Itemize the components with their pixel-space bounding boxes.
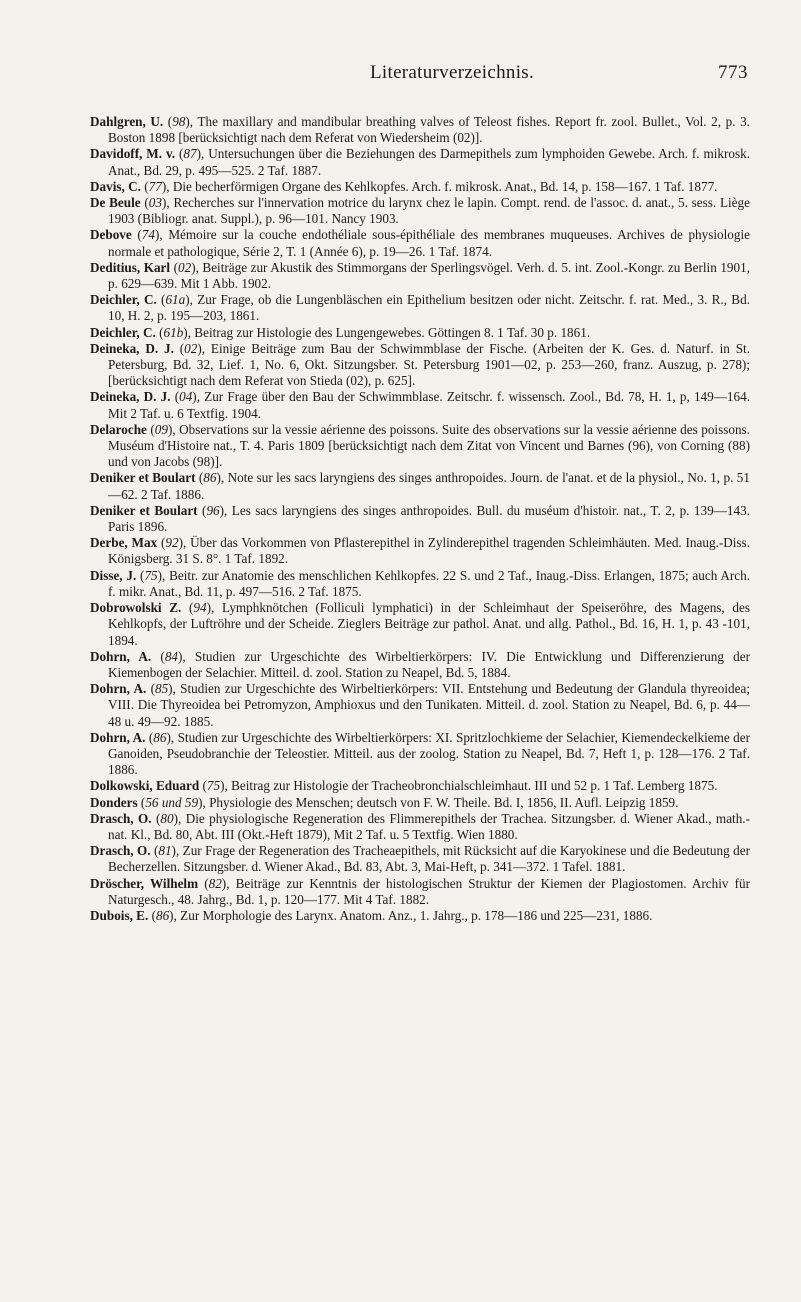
bibliography-entry: Deniker et Boulart (86), Note sur les sacs laryngiens des singes anthropoides. Journ. de l'anat. et de la physiol., No. 1, p. 51—62. 2 Taf. 1886.: [90, 470, 750, 502]
bibliography-entry: Donders (56 und 59), Physiologie des Menschen; deutsch von F. W. Theile. Bd. I, 1856, II. Aufl. Leipzig 1859.: [90, 794, 679, 810]
entry-author: Davidoff, M. v.: [90, 146, 176, 162]
entry-year: 75: [206, 778, 221, 794]
bibliography-entry: Delaroche (09), Observations sur la vessie aérienne des poissons. Suite des observations sur la vessie aérienne des poissons. Muséum d'Histoire nat., T. 4. Paris 1809 [berücksichtigt nach dem Zitat von Vincent und Barnes (96), von Corning (88) und von Jacobs (98)].: [90, 421, 750, 470]
entry-author: Debove: [90, 227, 132, 243]
entry-author: Disse, J.: [90, 567, 137, 583]
bibliography-entry: Deniker et Boulart (96), Les sacs laryngiens des singes anthropoides. Bull. du muséum d'histoir. nat., T. 2, p. 139—143. Paris 1896.: [90, 502, 750, 535]
entry-author: Delaroche: [90, 421, 147, 437]
entry-text: , Beitr. zur Anatomie des menschlichen Kehlkopfes. 22 S. und 2 Taf., Inaug.-Diss. Erlangen, 1875; auch Arch. f. mikr. Anat., Bd. 11, p. 497—516. 2 Taf. 1875.: [108, 567, 750, 599]
entry-year: 84: [164, 648, 178, 664]
bibliography-entry: Dubois, E. (86), Zur Morphologie des Larynx. Anatom. Anz., 1. Jahrg., p. 178—186 und 225—231, 1886.: [90, 907, 653, 923]
entry-text: , Les sacs laryngiens des singes anthropoides. Bull. du muséum d'histoir. nat., T. 2, p. 139—143. Paris 1896.: [108, 502, 750, 535]
entry-text: , Zur Frage der Regeneration des Tracheaepithels, mit Rücksicht auf die Karyokinese und die Bedeutung der Becherzellen. Sitzungsber. d. Wiener Akad., Bd. 83, Abt. 3, Mai-Heft, p. 341—372. 1 Tafel. 1881.: [108, 843, 750, 875]
entry-year: 86: [153, 729, 167, 745]
entry-author: Deichler, C.: [90, 292, 157, 308]
entry-author: Derbe, Max: [90, 535, 158, 551]
entry-year: 09: [154, 421, 168, 437]
page-header: [0, 62, 801, 92]
entry-year: 61b: [163, 324, 184, 340]
entry-year: 92: [165, 535, 179, 551]
entry-year: 86: [203, 470, 217, 486]
entry-author: Dolkowski, Eduard: [90, 778, 200, 794]
entry-text: , Studien zur Urgeschichte des Wirbeltierkörpers: IV. Die Entwicklung und Differenzierung der Kiemenbogen der Selachier. Mitteil. d. zool. Station zu Neapel, Bd. 5, 1884.: [108, 648, 750, 680]
bibliography-entry: Davis, C. (77), Die becherförmigen Organe des Kehlkopfes. Arch. f. mikrosk. Anat., Bd. 14, p. 158—167. 1 Taf. 1877.: [90, 178, 718, 194]
page-number: 773: [718, 62, 748, 83]
entry-text: , The maxillary and mandibular breathing valves of Teleost fishes. Report fr. zool. Bullet., Vol. 2, p. 3. Boston 1898 [berücksichtigt nach dem Referat von Wiedersheim (02)].: [108, 114, 750, 146]
bibliography-entry: Dohrn, A. (86), Studien zur Urgeschichte des Wirbeltierkörpers: XI. Spritzlochkieme der Selachier, Kiemendeckelkieme der Ganoiden, Pseudobranchie der Teleostier. Mitteil. aus der zoolog. Station zu Neapel, Bd. 7, Heft 1, p. 128—176. 2 Taf. 1886.: [90, 729, 750, 778]
entry-author: Dubois, E.: [90, 907, 149, 923]
bibliography-entry: Derbe, Max (92), Über das Vorkommen von Pflasterepithel in Zylinderepithel tragenden Schleimhäuten. Med. Inaug.-Diss. Königsberg. 31 S. 8°. 1 Taf. 1892.: [90, 535, 750, 567]
entry-year: 81: [158, 843, 172, 859]
bibliography-entry: Deineka, D. J. (02), Einige Beiträge zum Bau der Schwimmblase der Fische. (Arbeiten der K. Ges. d. Naturf. in St. Petersburg, Bd. 32, Lief. 1, No. 6, Okt. Sitzungsber. St. Petersburg 1901—02, p. 253—260, franz. Auszug, p. 278); [berücksichtigt nach dem Referat von Stieda (02), p. 625].: [90, 340, 750, 389]
entry-text: , Die physiologische Regeneration des Flimmerepithels der Trachea. Sitzungsber. d. Wiener Akad., math.-nat. Kl., Bd. 80, Abt. III (Okt.-Heft 1879), Mit 2 Taf. u. 5 Textfig. Wien 1880.: [108, 810, 750, 842]
entry-author: Dobrowolski Z.: [90, 600, 182, 616]
bibliography-entry: Drasch, O. (80), Die physiologische Regeneration des Flimmerepithels der Trachea. Sitzungsber. d. Wiener Akad., math.-nat. Kl., Bd. 80, Abt. III (Okt.-Heft 1879), Mit 2 Taf. u. 5 Textfig. Wien 1880.: [90, 810, 750, 842]
entry-year: 85: [154, 681, 169, 697]
entry-author: Deditius, Karl: [90, 259, 171, 275]
entry-author: Deniker et Boulart: [90, 502, 198, 518]
entry-year: 96: [206, 502, 220, 518]
bibliography-entry: Deichler, C. (61a), Zur Frage, ob die Lungenbläschen ein Epithelium besitzen oder nicht. Zeitschr. f. rat. Med., 3. R., Bd. 10, H. 2, p. 195—203, 1861.: [90, 292, 750, 324]
entry-text: , Studien zur Urgeschichte des Wirbeltierkörpers: XI. Spritzlochkieme der Selachier, Kiemendeckelkieme der Ganoiden, Pseudobranchie der Teleostier. Mitteil. aus der zoolog. Station zu Neapel, Bd. 7, Heft 1, p. 128—176. 2 Taf. 1886.: [108, 729, 750, 778]
bibliography-entry: Dröscher, Wilhelm (82), Beiträge zur Kenntnis der histologischen Struktur der Kiemen der Plagiostomen. Archiv für Naturgesch., 48. Jahrg., Bd. 1, p. 120—177. Mit 4 Taf. 1882.: [90, 875, 750, 907]
running-title: Literaturverzeichnis.: [370, 62, 535, 83]
entry-author: Dröscher, Wilhelm: [90, 875, 199, 891]
entry-year: 02: [184, 340, 198, 356]
bibliography-entry: Debove (74), Mémoire sur la couche endothéliale sous-épithéliale des membranes muqueuses. Archives de physiologie normale et pathologique, Série 2, T. 1 (Année 6), p. 19—26. 1 Taf. 1874.: [90, 227, 750, 259]
entry-author: Drasch, O.: [90, 843, 151, 859]
entry-author: Deniker et Boulart: [90, 470, 196, 486]
bibliography-entry: De Beule (03), Recherches sur l'innervation motrice du larynx chez le lapin. Compt. rend. de l'assoc. d. anat., 5. sess. Liège 1903 (Bibliogr. anat. Suppl.), p. 96—101. Nancy 1903.: [90, 195, 750, 227]
entry-year: 77: [148, 178, 162, 194]
entry-text: , Zur Morphologie des Larynx. Anatom. Anz., 1. Jahrg., p. 178—186 und 225—231, 1886.: [173, 907, 653, 923]
entry-text: , Die becherförmigen Organe des Kehlkopfes. Arch. f. mikrosk. Anat., Bd. 14, p. 158—167. 1 Taf. 1877.: [166, 178, 718, 194]
bibliography-entry: Dobrowolski Z. (94), Lymphknötchen (Folliculi lymphatici) in der Schleimhaut der Speiseröhre, des Magens, des Kehlkopfs, der Luftröhre und der Scheide. Zieglers Beiträge zur pathol. Anat. und allg. Pathol., Bd. 16, H. 1, p. 43 -101, 1894.: [90, 600, 750, 648]
entry-text: , Note sur les sacs laryngiens des singes anthropoides. Journ. de l'anat. et de la physiol., No. 1, p. 51—62. 2 Taf. 1886.: [108, 470, 750, 502]
bibliography-entry: Deineka, D. J. (04), Zur Frage über den Bau der Schwimmblase. Zeitschr. f. wissensch. Zool., Bd. 78, H. 1, p, 149—164. Mit 2 Taf. u. 6 Textfig. 1904.: [90, 389, 750, 421]
bibliography-entry: Dahlgren, U. (98), The maxillary and mandibular breathing valves of Teleost fishes. Report fr. zool. Bullet., Vol. 2, p. 3. Boston 1898 [berücksichtigt nach dem Referat von Wiedersheim (02)].: [90, 114, 750, 146]
entry-year: 03: [148, 195, 162, 211]
entry-author: Dohrn, A.: [90, 729, 146, 745]
entry-text: , Einige Beiträge zum Bau der Schwimmblase der Fische. (Arbeiten der K. Ges. d. Naturf. in St. Petersburg, Bd. 32, Lief. 1, No. 6, Okt. Sitzungsber. St. Petersburg 1901—02, p. 253—260, franz. Auszug, p. 278); [berücksichtigt nach dem Referat von Stieda (02), p. 625].: [108, 340, 750, 389]
entry-year: 75: [144, 567, 158, 583]
entry-year: 94: [193, 600, 207, 616]
bibliography-entry: Dohrn, A. (85), Studien zur Urgeschichte des Wirbeltierkörpers: VII. Entstehung und Bedeutung der Glandula thyreoidea; VIII. Die Thyreoidea bei Petromyzon, Amphioxus und den Tunikaten. Mitteil. d. zool. Station zu Neapel, Bd. 6, p. 44—48 u. 49—92. 1885.: [90, 681, 750, 729]
entry-year: 80: [160, 810, 174, 826]
entry-author: Donders: [90, 794, 138, 810]
entry-text: , Beiträge zur Akustik des Stimmorgans der Sperlingsvögel. Verh. d. 5. int. Zool.-Kongr. zu Berlin 1901, p. 629—639. Mit 1 Abb. 1902.: [108, 259, 750, 292]
entry-author: De Beule: [90, 195, 141, 211]
entry-year: 98: [172, 114, 186, 129]
bibliography-entry: Deditius, Karl (02), Beiträge zur Akustik des Stimmorgans der Sperlingsvögel. Verh. d. 5. int. Zool.-Kongr. zu Berlin 1901, p. 629—639. Mit 1 Abb. 1902.: [90, 259, 750, 292]
entry-text: , Observations sur la vessie aérienne des poissons. Suite des observations sur la vessie aérienne des poissons. Muséum d'Histoire nat., T. 4. Paris 1809 [berücksichtigt nach dem Zitat von Vincent und Barnes (96), von Corning (88) und von Jacobs (98)].: [108, 421, 750, 470]
entry-year: 56 und 59: [145, 794, 199, 810]
bibliography-entry: Drasch, O. (81), Zur Frage der Regeneration des Tracheaepithels, mit Rücksicht auf die Karyokinese und die Bedeutung der Becherzellen. Sitzungsber. d. Wiener Akad., Bd. 83, Abt. 3, Mai-Heft, p. 341—372. 1 Tafel. 1881.: [90, 843, 750, 875]
bibliography-entry: Disse, J. (75), Beitr. zur Anatomie des menschlichen Kehlkopfes. 22 S. und 2 Taf., Inaug.-Diss. Erlangen, 1875; auch Arch. f. mikr. Anat., Bd. 11, p. 497—516. 2 Taf. 1875.: [90, 567, 750, 599]
entry-year: 86: [155, 907, 170, 923]
entry-text: , Mémoire sur la couche endothéliale sous-épithéliale des membranes muqueuses. Archives de physiologie normale et pathologique, Série 2, T. 1 (Année 6), p. 19—26. 1 Taf. 1874.: [108, 227, 750, 259]
entry-text: , Untersuchungen über die Beziehungen des Darmepithels zum lymphoiden Gewebe. Arch. f. mikrosk. Anat., Bd. 29, p. 495—525. 2 Taf. 1887.: [108, 146, 750, 178]
entry-author: Davis, C.: [90, 178, 141, 194]
entry-year: 02: [178, 259, 192, 275]
entry-author: Deineka, D. J.: [90, 389, 171, 405]
entry-author: Dohrn, A.: [90, 681, 147, 697]
entry-year: 74: [141, 227, 155, 243]
entry-year: 82: [208, 875, 222, 891]
entry-year: 04: [179, 389, 193, 405]
entry-text: , Zur Frage, ob die Lungenbläschen ein Epithelium besitzen oder nicht. Zeitschr. f. rat. Med., 3. R., Bd. 10, H. 2, p. 195—203, 1861.: [108, 292, 750, 324]
entry-year: 61a: [165, 292, 186, 308]
entry-text: , Beitrag zur Histologie des Lungengewebes. Göttingen 8. 1 Taf. 30 p. 1861.: [187, 324, 591, 340]
entry-text: , Über das Vorkommen von Pflasterepithel in Zylinderepithel tragenden Schleimhäuten. Med. Inaug.-Diss. Königsberg. 31 S. 8°. 1 Taf. 1892.: [108, 535, 750, 567]
bibliography-entry: Deichler, C. (61b), Beitrag zur Histologie des Lungengewebes. Göttingen 8. 1 Taf. 30 p. 1861.: [90, 324, 591, 340]
entry-text: , Beiträge zur Kenntnis der histologischen Struktur der Kiemen der Plagiostomen. Archiv für Naturgesch., 48. Jahrg., Bd. 1, p. 120—177. Mit 4 Taf. 1882.: [108, 875, 750, 907]
entry-author: Dohrn, A.: [90, 648, 152, 664]
entry-text: , Recherches sur l'innervation motrice du larynx chez le lapin. Compt. rend. de l'assoc. d. anat., 5. sess. Liège 1903 (Bibliogr. anat. Suppl.), p. 96—101. Nancy 1903.: [108, 195, 750, 227]
bibliography-list: [90, 114, 750, 924]
bibliography-entry: Davidoff, M. v. (87), Untersuchungen über die Beziehungen des Darmepithels zum lymphoiden Gewebe. Arch. f. mikrosk. Anat., Bd. 29, p. 495—525. 2 Taf. 1887.: [90, 146, 750, 178]
entry-text: , Beitrag zur Histologie der Tracheobronchialschleimhaut. III und 52 p. 1 Taf. Lemberg 1875.: [224, 778, 718, 794]
entry-author: Deichler, C.: [90, 324, 156, 340]
entry-author: Dahlgren, U.: [90, 114, 164, 129]
bibliography-entry: Dohrn, A. (84), Studien zur Urgeschichte des Wirbeltierkörpers: IV. Die Entwicklung und Differenzierung der Kiemenbogen der Selachier. Mitteil. d. zool. Station zu Neapel, Bd. 5, 1884.: [90, 648, 750, 680]
entry-text: , Lymphknötchen (Folliculi lymphatici) in der Schleimhaut der Speiseröhre, des Magens, des Kehlkopfs, der Luftröhre und der Scheide. Zieglers Beiträge zur pathol. Anat. und allg. Pathol., Bd. 16, H. 1, p. 43 -101, 1894.: [108, 600, 750, 648]
entry-text: , Physiologie des Menschen; deutsch von F. W. Theile. Bd. I, 1856, II. Aufl. Leipzig 1859.: [202, 794, 679, 810]
bibliography-entry: Dolkowski, Eduard (75), Beitrag zur Histologie der Tracheobronchialschleimhaut. III und 52 p. 1 Taf. Lemberg 1875.: [90, 778, 718, 794]
entry-text: , Zur Frage über den Bau der Schwimmblase. Zeitschr. f. wissensch. Zool., Bd. 78, H. 1, p, 149—164. Mit 2 Taf. u. 6 Textfig. 1904.: [108, 389, 750, 421]
entry-author: Deineka, D. J.: [90, 340, 174, 356]
entry-text: , Studien zur Urgeschichte des Wirbeltierkörpers: VII. Entstehung und Bedeutung der Glandula thyreoidea; VIII. Die Thyreoidea bei Petromyzon, Amphioxus und den Tunikaten. Mitteil. d. zool. Station zu Neapel, Bd. 6, p. 44—48 u. 49—92. 1885.: [108, 681, 750, 729]
entry-author: Drasch, O.: [90, 810, 152, 826]
entry-year: 87: [183, 146, 197, 162]
